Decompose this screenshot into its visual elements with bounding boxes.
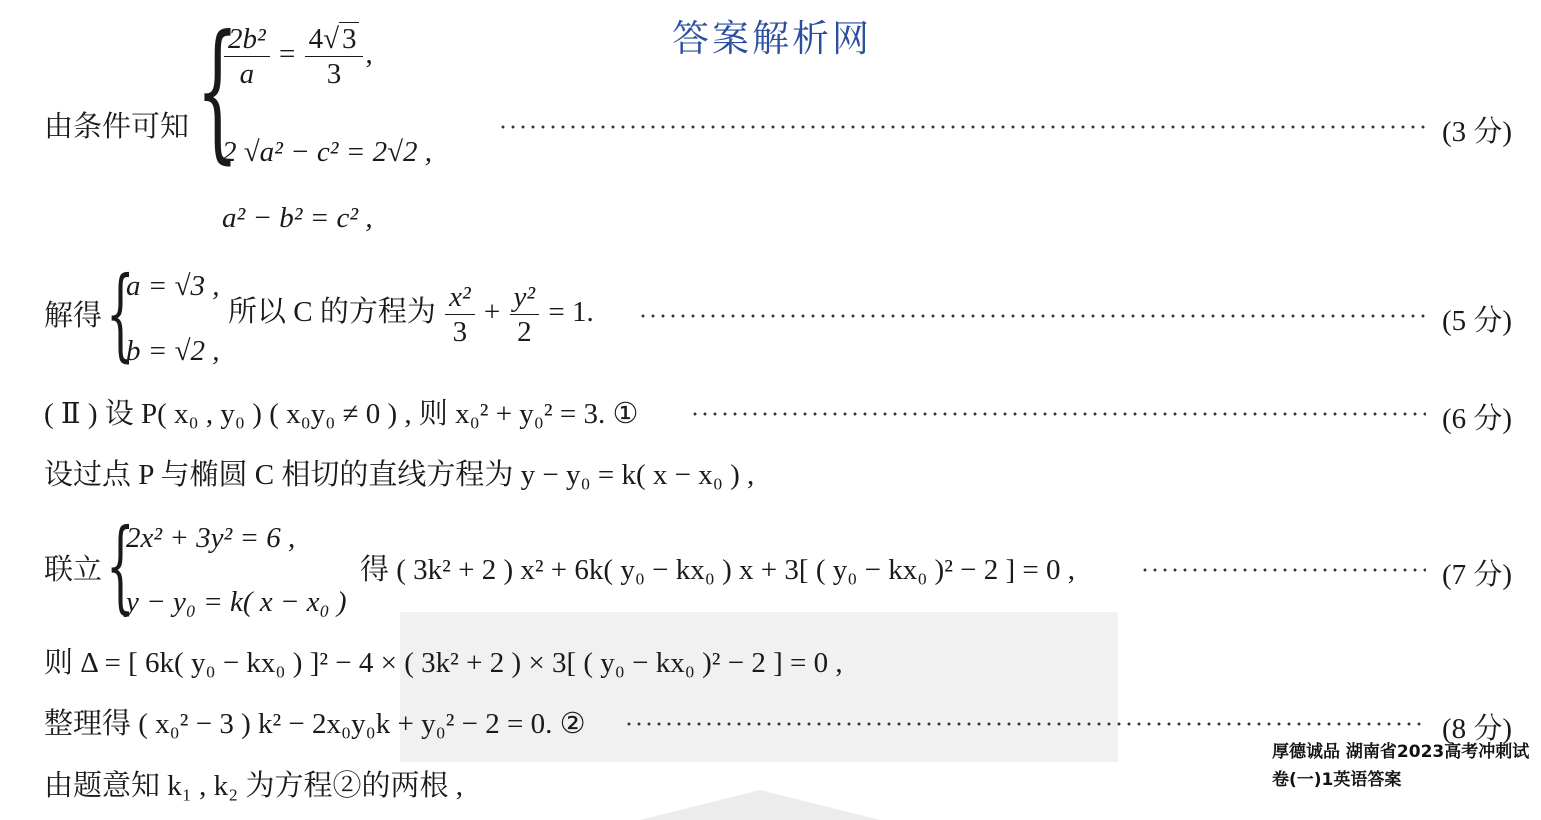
- score-leader-dots: [624, 721, 1426, 727]
- step2-equation: 所以 C 的方程为 $\frac{\text{x²}}{3}$ + $\frac{\text{y²}}{2}$ = 1.: [228, 281, 594, 348]
- step2-lead: 解得: [44, 300, 103, 332]
- score-leader-dots: [1140, 567, 1426, 573]
- step1-condition-2: 2 √a² − c² = 2√2 ,: [222, 136, 432, 168]
- score-5: (5 分): [1442, 305, 1513, 337]
- step2-a-value: a = √3 ,: [126, 270, 220, 302]
- step1-condition-1: $\frac{\text{2b²}}{a}$ = $\frac{4√ 3}{3}$ ,: [222, 22, 373, 91]
- watermark-triangle: [640, 790, 880, 820]
- corner-caption: 厚德诚品 湖南省2023高考冲刺试卷(一)1英语答案: [1272, 742, 1530, 790]
- step4-line: 设过点 P 与椭圆 C 相切的直线方程为 y − y₀ = k( x − x₀ ) ,: [44, 459, 755, 491]
- score-leader-dots: [498, 124, 1426, 130]
- step1-brace: {: [196, 4, 239, 178]
- step2-b-value: b = √2 ,: [126, 335, 220, 367]
- step5-result: 得 ( 3k² + 2 ) x² + 6k( y₀ − kx₀ ) x + 3[ ( y₀ − kx₀ )² − 2 ] = 0 ,: [360, 554, 1076, 586]
- score-7: (7 分): [1442, 559, 1513, 591]
- step5-line-eq: y − y₀ = k( x − x₀ ): [126, 586, 347, 618]
- site-watermark: 答案解析网: [672, 17, 872, 60]
- score-3: (3 分): [1442, 116, 1513, 148]
- step5-ellipse-eq: 2x² + 3y² = 6 ,: [126, 522, 296, 554]
- step8-line: 由题意知 k₁ , k₂ 为方程②的两根 ,: [44, 770, 463, 802]
- step2-brace: {: [106, 255, 135, 372]
- score-leader-dots: [690, 411, 1426, 417]
- step5-lead: 联立: [44, 554, 103, 586]
- step1-lead: 由条件可知: [44, 111, 190, 143]
- step7-line: 整理得 ( x₀² − 3 ) k² − 2x₀y₀k + y₀² − 2 = 0. ②: [44, 708, 586, 740]
- step6-line: 则 Δ = [ 6k( y₀ − kx₀ ) ]² − 4 × ( 3k² + 2 ) × 3[ ( y₀ − kx₀ )² − 2 ] = 0 ,: [44, 647, 843, 679]
- score-6: (6 分): [1442, 403, 1513, 435]
- score-leader-dots: [638, 313, 1426, 319]
- score-8: (8 分): [1442, 713, 1513, 745]
- step3-line: ( Ⅱ ) 设 P( x₀ , y₀ ) ( x₀y₀ ≠ 0 ) , 则 x₀² + y₀² = 3. ①: [44, 398, 639, 430]
- step5-brace: {: [106, 507, 135, 624]
- step1-condition-3: a² − b² = c² ,: [222, 202, 373, 234]
